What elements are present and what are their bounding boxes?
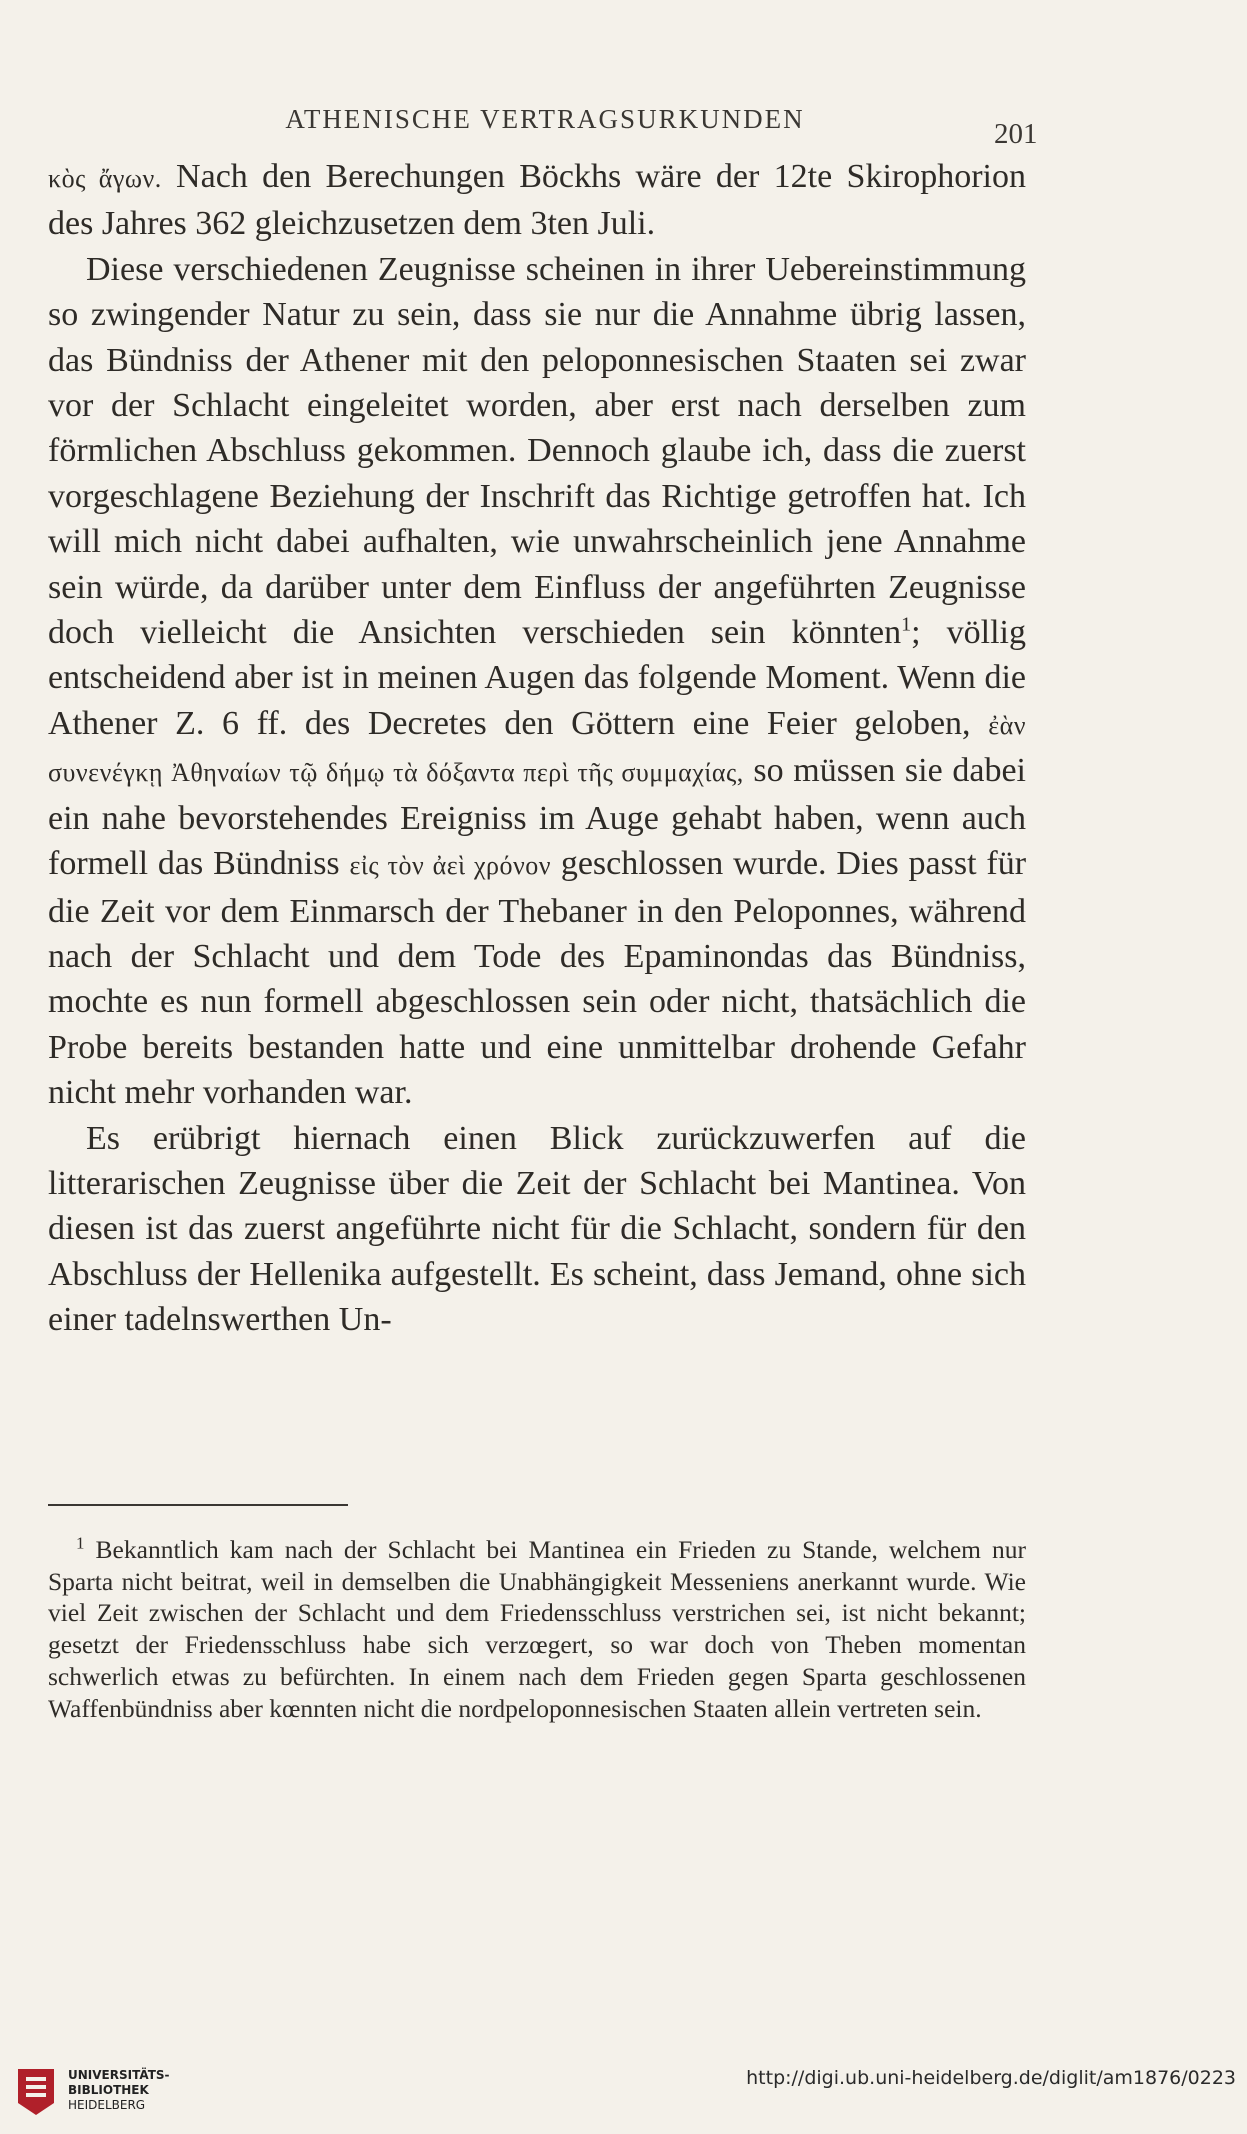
- body-text: [48, 154, 1026, 1343]
- paragraph-1-text: Nach den Berechungen Böckhs wäre der 12te Skirophorion des Jahres 362 gleichzusetzen dem 3ten Juli.: [48, 158, 1026, 243]
- footnote-text: Bekanntlich kam nach der Schlacht bei Mantinea ein Frieden zu Stande, welchem nur Sparta nicht beitrat, weil in demselben die Unabhängigkeit Messeniens anerkannt wurde. Wie viel Zeit zwischen der Schlacht und dem Friedensschluss verstrichen sei, ist nicht bekannt; gesetzt der Friedensschluss habe sich verzœgert, so war doch von Theben momentan schwerlich etwas zu befürchten. In einem nach dem Frieden gegen Sparta geschlossenen Waffenbündniss aber kœnnten nicht die nordpeloponnesischen Staaten allein vertreten sein.: [48, 1535, 1027, 1723]
- library-name: [68, 2068, 170, 2113]
- footnote-mark: 1: [76, 1533, 85, 1553]
- footnote-1: [48, 1534, 1026, 1724]
- greek-phrase: εἰς τὸν ἀεὶ χρόνον: [349, 851, 551, 881]
- library-emblem-icon: [12, 2063, 60, 2117]
- paragraph-2-part-c: so müssen sie dabei ein nahe bevorstehendes Ereigniss im Auge gehabt haben, wenn auch formell das Bündniss: [48, 752, 1026, 883]
- footnote-separator: [48, 1504, 348, 1506]
- running-head: ATHENISCHE VERTRAGSURKUNDEN: [285, 104, 805, 134]
- page-number: 201: [994, 118, 1038, 150]
- paragraph-2: [48, 247, 1026, 1116]
- library-logo[interactable]: [12, 2063, 170, 2117]
- paragraph-2-part-b: ; völlig entscheidend aber ist in meinen Augen das folgende Moment. Wenn die Athener Z. 6 ff. des Decretes den Göttern eine Feier geloben,: [48, 614, 1026, 742]
- greek-phrase: ἐὰν συνενέγκῃ Ἀθηναίων τῷ δήμῳ τὰ δόξαντα περὶ τῆς συμμαχίας,: [48, 710, 1027, 788]
- paragraph-2-part-a: Diese verschiedenen Zeugnisse scheinen in ihrer Uebereinstimmung so zwingender Natur zu sein, dass sie nur die Annahme übrig lassen, das Bündniss der Athener mit den peloponnesischen Staaten sei zwar vor der Schlacht eingeleitet worden, aber erst nach derselben zum förmlichen Abschluss gekommen. Dennoch glaube ich, dass die zuerst vorgeschlagene Beziehung der Inschrift das Richtige getroffen hat. Ich will mich nicht dabei aufhalten, wie unwahrscheinlich jene Annahme sein würde, da darüber unter dem Einfluss der angeführten Zeugnisse doch vielleicht die Ansichten verschieden sein könnten: [48, 250, 1026, 652]
- paragraph-3: Es erübrigt hiernach einen Blick zurückzuwerfen auf die litterarischen Zeugnisse über die Zeit der Schlacht bei Mantinea. Von diesen ist das zuerst angeführte nicht für die Schlacht, sondern für den Abschluss der Hellenika aufgestellt. Es scheint, dass Jemand, ohne sich einer tadelnswerthen Un-: [48, 1119, 1026, 1339]
- footnote-reference[interactable]: 1: [901, 613, 912, 636]
- paragraph-2-part-d: geschlossen wurde. Dies passt für die Zeit vor dem Einmarsch der Thebaner in den Peloponnes, während nach der Schlacht und dem Tode des Epaminondas das Bündniss, mochte es nun formell abgeschlossen sein oder nicht, thatsächlich die Probe bereits bestanden hatte und eine unmittelbar drohende Gefahr nicht mehr vorhanden war.: [48, 845, 1027, 1112]
- footnotes: [48, 1534, 1026, 1724]
- library-name-line-1: UNIVERSITÄTS-: [68, 2067, 170, 2082]
- greek-phrase: κὸς ἄγων.: [48, 164, 162, 193]
- source-url-link[interactable]: http://digi.ub.uni-heidelberg.de/diglit/am1876/0223: [746, 2067, 1236, 2089]
- library-name-line-2: BIBLIOTHEK: [68, 2082, 149, 2097]
- library-name-line-3: HEIDELBERG: [68, 2097, 146, 2112]
- paragraph-1: [48, 154, 1026, 247]
